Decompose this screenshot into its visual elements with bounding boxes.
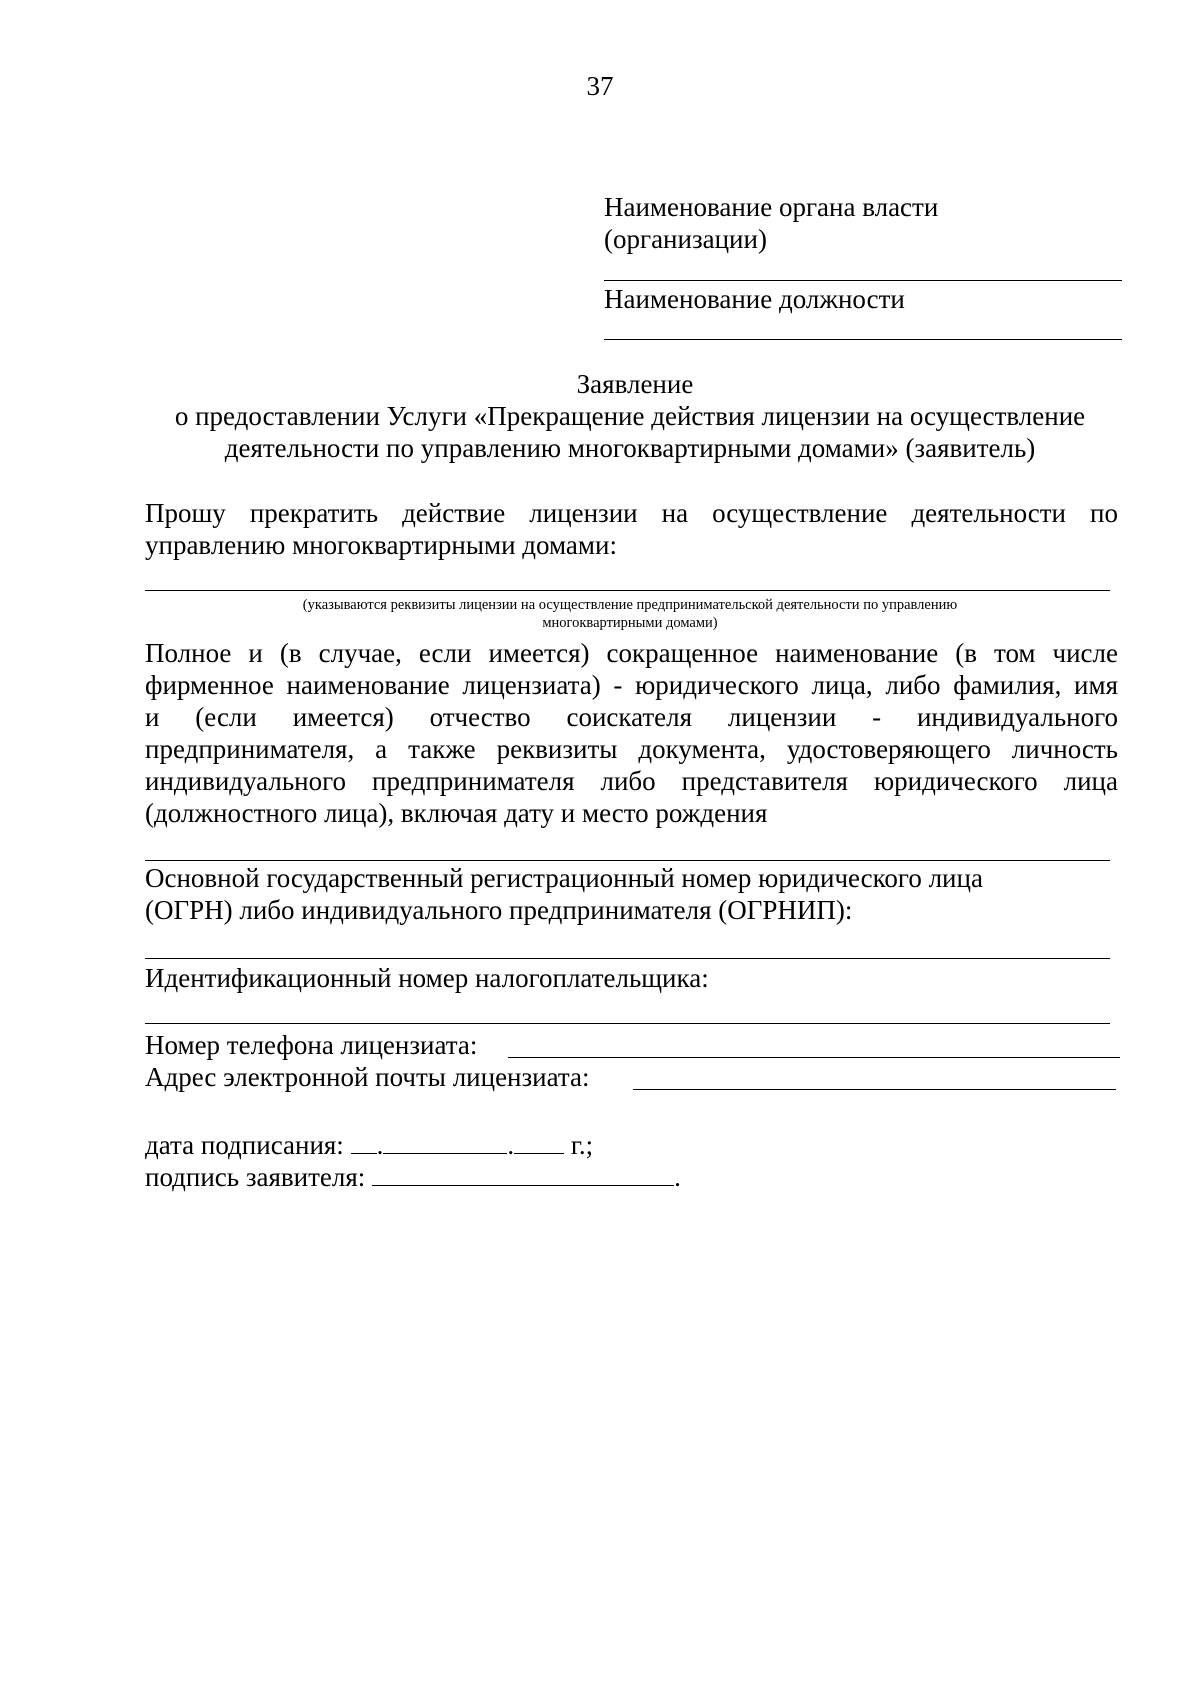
statement-subtitle-line2: деятельности по управлению многоквартирными домами» (заявитель) xyxy=(224,433,1036,463)
email-label: Адрес электронной почты лицензиата: xyxy=(145,1062,590,1092)
sign-date-suffix: г.; xyxy=(570,1130,594,1160)
license-hint-line2: многоквартирными домами) xyxy=(542,615,718,631)
license-details-field[interactable] xyxy=(145,590,1110,591)
sign-date-month-field[interactable] xyxy=(383,1129,507,1154)
sign-date-year-field[interactable] xyxy=(514,1129,564,1154)
sign-date-day-field[interactable] xyxy=(351,1129,377,1154)
addressee-position: Наименование должности xyxy=(604,284,905,314)
fullname-line1: Полное и (в случае, если имеется) сокращенное наименование (в том числе xyxy=(145,638,1118,668)
statement-title: Заявление xyxy=(576,369,694,399)
fullname-line5: индивидуального предпринимателя либо представителя юридического лица xyxy=(145,766,1118,796)
fullname-line4: предпринимателя, а также реквизиты документа, удостоверяющего личность xyxy=(145,734,1118,764)
addressee-org-line2: (организации) xyxy=(604,224,767,254)
page-number: 37 xyxy=(586,71,614,101)
signature-row xyxy=(145,1161,681,1193)
signature-suffix: . xyxy=(674,1162,681,1192)
signature-field[interactable] xyxy=(372,1161,674,1186)
inn-label: Идентификационный номер налогоплательщика: xyxy=(145,963,709,993)
signature-label: подпись заявителя: xyxy=(145,1162,366,1192)
fullname-field[interactable] xyxy=(145,860,1110,861)
fullname-line3: и (если имеется) отчество соискателя лицензии - индивидуального xyxy=(145,702,1118,732)
addressee-position-field[interactable] xyxy=(604,339,1122,340)
sign-date-label: дата подписания: xyxy=(145,1130,344,1160)
phone-label: Номер телефона лицензиата: xyxy=(145,1030,478,1060)
email-field[interactable] xyxy=(633,1089,1116,1090)
inn-field[interactable] xyxy=(145,1023,1110,1024)
fullname-line2: фирменное наименование лицензиата) - юридического лица, либо фамилия, имя xyxy=(145,670,1118,700)
ogrn-line2: (ОГРН) либо индивидуального предпринимателя (ОГРНИП): xyxy=(145,895,853,925)
ogrn-field[interactable] xyxy=(145,958,1110,959)
sign-date-row xyxy=(145,1129,593,1161)
request-line2: управлению многоквартирными домами: xyxy=(145,530,617,560)
fullname-line6: (должностного лица), включая дату и место рождения xyxy=(145,798,768,828)
request-line1: Прошу прекратить действие лицензии на осуществление деятельности по xyxy=(145,498,1118,528)
ogrn-line1: Основной государственный регистрационный номер юридического лица xyxy=(145,863,983,893)
phone-field[interactable] xyxy=(508,1057,1120,1058)
statement-subtitle-line1: о предоставлении Услуги «Прекращение действия лицензии на осуществление xyxy=(174,401,1086,431)
sign-date-dot2: . xyxy=(507,1130,515,1160)
license-hint-line1: (указываются реквизиты лицензии на осуществление предпринимательской деятельности по управлению xyxy=(302,597,958,613)
addressee-org-field[interactable] xyxy=(604,280,1122,281)
sign-date-dot1: . xyxy=(376,1130,384,1160)
addressee-org-line1: Наименование органа власти xyxy=(604,192,939,222)
